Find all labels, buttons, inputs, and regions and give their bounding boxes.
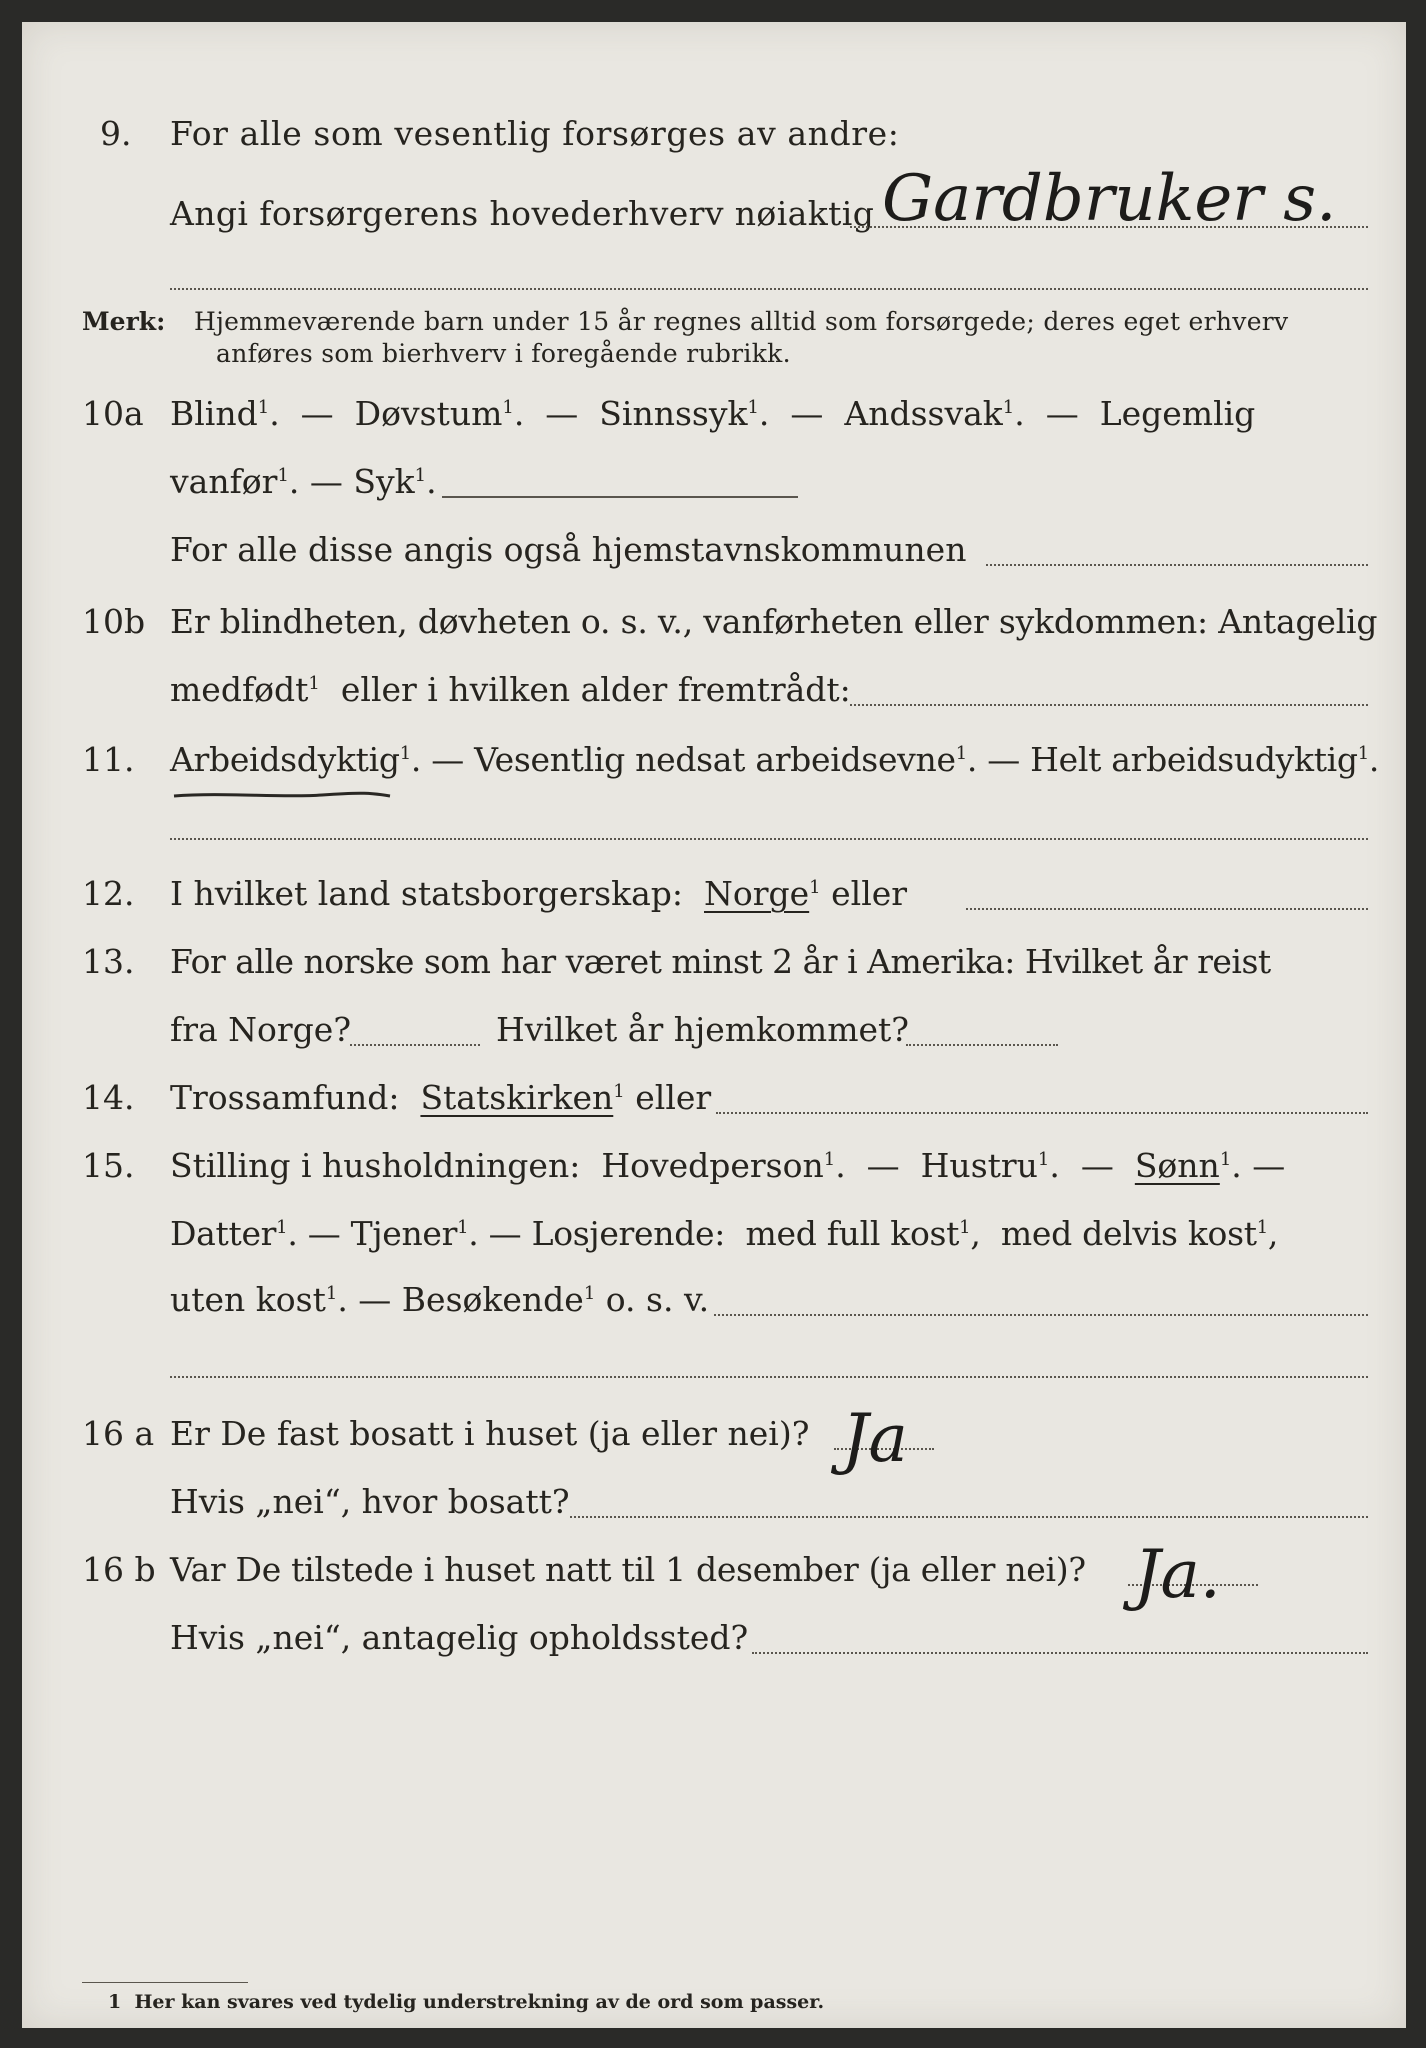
q11-opt-udyktig: Helt arbeidsudyktig (1030, 740, 1358, 779)
q12-line: I hvilket land statsborgerskap: Norge$^1$ eller (170, 874, 908, 913)
q9-handwritten-answer: Gardbruker s. (882, 162, 1337, 236)
q15-opt-besokende: Besøkende (401, 1280, 584, 1319)
q9-extra-line[interactable] (170, 288, 1368, 290)
q9-number: 9. (100, 114, 132, 153)
q10b-alder-line[interactable] (850, 704, 1368, 706)
q11-line: Arbeidsdyktig$^1$. — Vesentlig nedsat arbeidsevne$^1$. — Helt arbeidsudyktig$^1$. (170, 740, 1380, 779)
q11-opt-nedsat: Vesentlig nedsat arbeidsevne (474, 740, 956, 779)
q11-number: 11. (82, 740, 135, 779)
q9-line1: For alle som vesentlig forsørges av andre: (170, 114, 900, 153)
merk-label: Merk: (82, 307, 166, 336)
q14-rest: eller (635, 1078, 712, 1117)
q10a-line2: vanfør$^1$. — Syk$^1$. (170, 462, 437, 501)
q10a-line1: Blind$^1$. — Døvstum$^1$. — Sinnssyk$^1$. — Andssvak$^1$. — Legemlig (170, 394, 1256, 433)
q15-opt-delvis-kost: med delvis kost (1000, 1214, 1257, 1253)
q16b-line1: Var De tilstede i huset natt til 1 desember (ja eller nei)? (170, 1550, 1086, 1589)
q14-line: Trossamfund: Statskirken$^1$ eller (170, 1078, 712, 1117)
q10a-kommune-line[interactable] (986, 564, 1368, 566)
q15-answer-line[interactable] (714, 1314, 1368, 1316)
q11-extra-line[interactable] (170, 838, 1368, 840)
q10b-opt-medfodt: medfødt (170, 670, 309, 709)
q15-text: Stilling i husholdningen: (170, 1146, 581, 1185)
q10b-line2: medfødt$^1$ eller i hvilken alder fremtrådt: (170, 670, 851, 709)
q10a-opt-dovstum: Døvstum (354, 394, 503, 433)
q15-opt-hovedperson: Hovedperson (601, 1146, 824, 1185)
q11-opt-arbeidsdyktig: Arbeidsdyktig (170, 740, 400, 779)
q10a-opt-andssvak: Andssvak (844, 394, 1003, 433)
q15-opt-hustru: Hustru (920, 1146, 1038, 1185)
q10a-number: 10a (82, 394, 144, 433)
q15-losjerende: Losjerende: (531, 1214, 726, 1253)
q10a-syk-line[interactable] (442, 496, 798, 498)
q14-text: Trossamfund: (170, 1078, 400, 1117)
q10a-line3: For alle disse angis også hjemstavnskommunen (170, 530, 967, 569)
q10a-opt-blind: Blind (170, 394, 258, 433)
q16a-bosatt-line[interactable] (570, 1516, 1368, 1518)
q16a-line2: Hvis „nei“, hvor bosatt? (170, 1482, 570, 1521)
footnote (108, 1990, 824, 2014)
q13-hjemkommet-line[interactable] (906, 1044, 1058, 1046)
q13-line2b: Hvilket år hjemkommet? (496, 1010, 909, 1049)
merk-line2: anføres som bierhverv i foregående rubrikk. (216, 339, 791, 368)
q16a-line1: Er De fast bosatt i huset (ja eller nei)? (170, 1414, 810, 1453)
q16b-number: 16 b (82, 1550, 156, 1589)
q13-reist-line[interactable] (350, 1044, 480, 1046)
q14-opt-statskirken: Statskirken (420, 1078, 614, 1117)
footnote-rule (82, 1982, 248, 1983)
q10b-number: 10b (82, 602, 146, 641)
q12-opt-norge: Norge (704, 874, 810, 913)
q15-extra-line[interactable] (170, 1376, 1368, 1378)
q13-line1: For alle norske som har været minst 2 år i Amerika: Hvilket år reist (170, 942, 1271, 981)
q13-line2a: fra Norge? (170, 1010, 352, 1049)
q15-number: 15. (82, 1146, 135, 1185)
q16a-handwritten-answer: Ja (842, 1400, 908, 1477)
q15-line3: uten kost$^1$. — Besøkende$^1$ o. s. v. (170, 1280, 710, 1319)
q10a-opt-vanfor: vanfør (170, 462, 278, 501)
q15-opt-full-kost: med full kost (745, 1214, 960, 1253)
q15-line2: Datter$^1$. — Tjener$^1$. — Losjerende: med full kost$^1$, med delvis kost$^1$, (170, 1214, 1279, 1253)
q10a-opt-sinnssyk: Sinnssyk (599, 394, 748, 433)
q10b-line2-rest: eller i hvilken alder fremtrådt: (340, 670, 851, 709)
q15-line1: Stilling i husholdningen: Hovedperson$^1$. — Hustru$^1$. — Sønn$^1$. — (170, 1146, 1286, 1185)
footnote-text: Her kan svares ved tydelig understrekning av de ord som passer. (134, 1991, 825, 2013)
q9-line2: Angi forsørgerens hovederhverv nøiaktig (170, 194, 875, 233)
q12-number: 12. (82, 874, 135, 913)
q15-osv: o. s. v. (605, 1280, 710, 1319)
q16b-opholdssted-line[interactable] (752, 1652, 1368, 1654)
q10a-opt-legemlig: Legemlig (1099, 394, 1256, 433)
q12-answer-line[interactable] (966, 908, 1368, 910)
q13-number: 13. (82, 942, 135, 981)
q16b-handwritten-answer: Ja. (1134, 1536, 1221, 1613)
q14-number: 14. (82, 1078, 135, 1117)
q16b-line2: Hvis „nei“, antagelig opholdssted? (170, 1618, 749, 1657)
q15-opt-sonn: Sønn (1134, 1146, 1220, 1185)
q10b-line1: Er blindheten, døvheten o. s. v., vanførheten eller sykdommen: Antagelig (170, 602, 1378, 641)
q15-opt-tjener: Tjener (350, 1214, 458, 1253)
q12-text: I hvilket land statsborgerskap: (170, 874, 684, 913)
merk-line1: Hjemmeværende barn under 15 år regnes alltid som forsørgede; deres eget erhverv (194, 307, 1289, 336)
q15-opt-datter: Datter (170, 1214, 277, 1253)
footnote-mark: 1 (108, 1991, 122, 2013)
q16a-number: 16 a (82, 1414, 155, 1453)
q10a-opt-syk: Syk (353, 462, 415, 501)
q12-rest: eller (831, 874, 908, 913)
q11-handwritten-underline (172, 788, 392, 802)
q14-answer-line[interactable] (716, 1112, 1368, 1114)
q15-opt-uten-kost: uten kost (170, 1280, 326, 1319)
census-form-page (22, 22, 1406, 2028)
